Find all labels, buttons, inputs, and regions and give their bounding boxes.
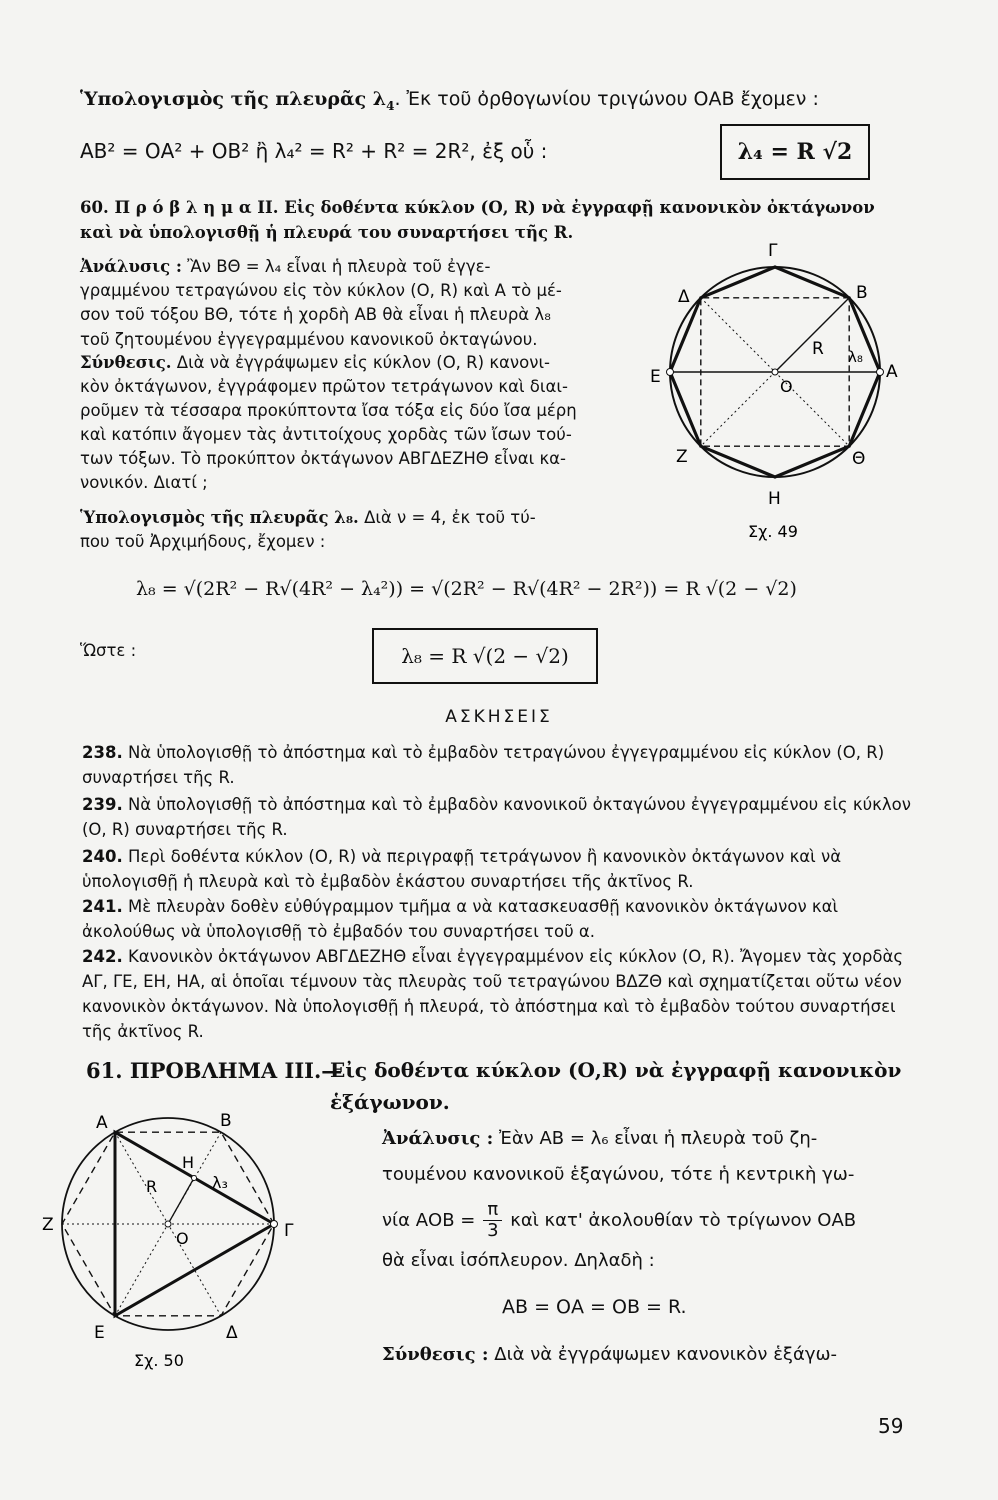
fig50-label-zeta: Ζ xyxy=(42,1215,54,1235)
fig49-label-gamma: Γ xyxy=(768,241,778,261)
p61-angle-suffix: καὶ κατ' ἀκολουθίαν τὸ τρίγωνον ΟΑΒ xyxy=(510,1209,857,1231)
fig50-point-gamma xyxy=(271,1221,278,1228)
exercise-num: 242. xyxy=(82,947,123,966)
fig50-label-r: R xyxy=(146,1177,158,1196)
p61-analysis-line-1 xyxy=(382,1128,817,1149)
formula-l8: λ₈ = √(2R² − R√(4R² − λ₄²)) = √(2R² − R√(4R² − 2R²)) = R √(2 − √2) xyxy=(136,578,797,600)
p61-equation: ΑΒ = ΟΑ = ΟΒ = R. xyxy=(502,1296,687,1318)
calc-l4-rest: . Ἐκ τοῦ ὀρθογωνίου τριγώνου ΟΑΒ ἔχομεν : xyxy=(394,88,819,110)
exercise-240 xyxy=(82,844,918,894)
fig50-label-gamma: Γ xyxy=(284,1221,294,1241)
exercise-text: Κανονικὸν ὀκτάγωνον ΑΒΓΔΕΖΗΘ εἶναι ἐγγεγραμμένον εἰς κύκλον (Ο, R). Ἄγομεν τὰς χορδὰς ΑΓ, ΓΕ, ΕΗ, ΗΑ, αἱ ὁποῖαι τέμνουν τὰς πλευρὰς τοῦ τετραγώνου ΒΔΖΘ καὶ σχηματίζεται οὕτω νέον κανονικὸν ὀκτάγωνον. Νὰ ὑπολογισθῇ ἡ πλευρά, τὸ ἀπόστημα καὶ τὸ ἐμβαδὸν τούτου συναρτήσει τῆς ἀκτῖνος R. xyxy=(82,947,904,1041)
fig49-point-a xyxy=(877,369,884,376)
p61-analysis-line-2: τουμένου κανονικοῦ ἑξαγώνου, τότε ἡ κεντρικὴ γω- xyxy=(382,1164,855,1185)
fig49-label-alpha: Α xyxy=(886,362,898,382)
exercise-num: 240. xyxy=(82,847,123,866)
fig50-label-delta: Δ xyxy=(226,1323,238,1343)
fig50-label-l3: λ₃ xyxy=(212,1173,228,1192)
p61-synthesis-label: Σύνθεσις : xyxy=(382,1344,489,1365)
header-line xyxy=(80,88,920,117)
analysis-line-4: τοῦ ζητουμένου ἐγγεγραμμένου κανονικοῦ ὀκταγώνου. xyxy=(80,330,538,349)
exercise-num: 241. xyxy=(82,897,123,916)
fig50-point-o xyxy=(165,1221,171,1227)
fig49-label-l8: λ₈ xyxy=(848,348,863,366)
page-number: 59 xyxy=(878,1414,904,1438)
result-box-l4: λ₄ = R √2 xyxy=(720,124,870,180)
fig50-label-epsilon: Ε xyxy=(94,1323,105,1343)
analysis-text-1: Ἂν ΒΘ = λ₄ εἶναι ἡ πλευρὰ τοῦ ἐγγε- xyxy=(187,257,491,276)
exercise-text: Μὲ πλευρὰν δοθὲν εὐθύγραμμον τμῆμα α νὰ κατασκευασθῇ κανονικὸν ὀκτάγωνον καὶ ἀκολούθως νὰ ὑπολογισθῇ τὸ ἐμβαδόν του συναρτήσει τοῦ α. xyxy=(82,897,839,941)
fig50-apothem xyxy=(168,1178,194,1224)
analysis-line-2: γραμμένου τετραγώνου εἰς τὸν κύκλον (Ο, R) καὶ Α τὸ μέ- xyxy=(80,281,562,300)
fig49-point-e xyxy=(667,369,674,376)
fig49-label-beta: Β xyxy=(856,283,868,303)
analysis-line-3: σον τοῦ τόξου ΒΘ, τότε ἡ χορδὴ ΑΒ θὰ εἶναι ἡ πλευρὰ λ₈ xyxy=(80,305,551,324)
fig50-label-beta: Β xyxy=(220,1111,232,1131)
analysis-label: Ἀνάλυσις : xyxy=(80,257,182,276)
fig49-point-o xyxy=(772,369,778,375)
p61-analysis-text-1: Ἐὰν ΑΒ = λ₆ εἶναι ἡ πλευρὰ τοῦ ζη- xyxy=(499,1128,818,1149)
exercise-text: Περὶ δοθέντα κύκλον (Ο, R) νὰ περιγραφῇ τετράγωνον ἢ κανονικὸν ὀκτάγωνον καὶ νὰ ὑπολογισθῇ ἡ πλευρὰ καὶ τὸ ἐμβαδὸν ἑκάστου συναρτήσει τῆς ἀκτῖνος R. xyxy=(82,847,842,891)
calc-l4-sub: 4 xyxy=(386,98,395,113)
problem-61-heading: 61. ΠΡΟΒΛΗΜΑ ΙΙΙ.— xyxy=(86,1058,343,1083)
fig49-label-epsilon: Ε xyxy=(650,367,661,387)
fig49-label-theta: Θ xyxy=(852,449,866,469)
synthesis-label: Σύνθεσις. xyxy=(80,353,172,372)
exercise-text: Νὰ ὑπολογισθῇ τὸ ἀπόστημα καὶ τὸ ἐμβαδὸν τετραγώνου ἐγγεγραμμένου εἰς κύκλον (Ο, R) συναρτήσει τῆς R. xyxy=(82,743,885,787)
exercise-241 xyxy=(82,894,918,944)
exercise-242 xyxy=(82,944,918,1044)
exercises-title: ΑΣΚΗΣΕΙΣ xyxy=(445,707,553,727)
formula-ab2: ΑΒ² = ΟΑ² + ΟΒ² ἢ λ₄² = R² + R² = 2R², ἐξ οὗ : xyxy=(80,139,548,163)
fig50-caption: Σχ. 50 xyxy=(134,1351,184,1370)
p61-analysis-label: Ἀνάλυσις : xyxy=(382,1128,494,1149)
p61-synthesis-text: Διὰ νὰ ἐγγράψωμεν κανονικὸν ἑξάγω- xyxy=(494,1344,838,1365)
fig50-label-o: Ο xyxy=(176,1229,189,1248)
p61-angle-line xyxy=(382,1195,856,1245)
synthesis-line-6: νονικόν. Διατί ; xyxy=(80,473,208,492)
problem-60-heading-2: καὶ νὰ ὑπολογισθῇ ἡ πλευρά του συναρτήσει τῆς R. xyxy=(80,223,574,242)
synthesis-text-1: Διὰ νὰ ἐγγράψωμεν εἰς κύκλον (Ο, R) κανονι- xyxy=(176,353,550,372)
problem-60-heading: 60. Π ρ ό β λ η μ α ΙΙ. Εἰς δοθέντα κύκλον (Ο, R) νὰ ἐγγραφῇ κανονικὸν ὀκτάγωνον xyxy=(80,198,875,217)
synthesis-line-3: ροῦμεν τὰ τέσσαρα προκύπτοντα ἴσα τόξα εἰς δύο ἴσα μέρη xyxy=(80,401,577,420)
p61-angle-prefix: νία ΑΟΒ = xyxy=(382,1209,476,1231)
exercise-num: 239. xyxy=(82,795,123,814)
figure-49 xyxy=(640,232,920,552)
hoste-label: Ὥστε : xyxy=(80,641,137,660)
fig49-label-o: Ο xyxy=(780,377,793,396)
p61-equilateral: θὰ εἶναι ἰσόπλευρον. Δηλαδὴ : xyxy=(382,1250,655,1271)
calc-l8-text-1: Διὰ ν = 4, ἐκ τοῦ τύ- xyxy=(364,508,536,527)
fig49-label-r: R xyxy=(812,339,824,359)
fig50-point-h xyxy=(192,1176,197,1181)
exercise-text: Νὰ ὑπολογισθῇ τὸ ἀπόστημα καὶ τὸ ἐμβαδὸν κανονικοῦ ὀκταγώνου ἐγγεγραμμένου εἰς κύκλον (Ο, R) συναρτήσει τῆς R. xyxy=(82,795,911,839)
fig49-caption: Σχ. 49 xyxy=(748,522,798,541)
fig49-radius xyxy=(775,298,849,372)
exercise-239 xyxy=(82,792,918,842)
synthesis-line-2: κὸν ὀκτάγωνον, ἐγγράφομεν πρῶτον τετράγωνον καὶ διαι- xyxy=(80,377,568,396)
p61-frac-num: π xyxy=(483,1200,502,1221)
fig49-label-eta: Η xyxy=(768,489,781,509)
fig49-label-delta: Δ xyxy=(678,287,690,307)
problem-61-heading-b: Εἰς δοθέντα κύκλον (Ο,R) νὰ ἐγγραφῇ κανονικὸν xyxy=(330,1058,902,1082)
fig49-label-zeta: Ζ xyxy=(676,447,688,467)
synthesis-line-5: των τόξων. Τὸ προκύπτον ὀκτάγωνον ΑΒΓΔΕΖΗΘ εἶναι κα- xyxy=(80,449,567,468)
calc-l4-title: Ὑπολογισμὸς τῆς πλευρᾶς λ xyxy=(80,88,387,110)
problem-61-heading-c: ἑξάγωνον. xyxy=(330,1090,450,1114)
fig50-label-alpha: Α xyxy=(96,1113,108,1133)
synthesis-line-4: καὶ κατόπιν ἄγομεν τὰς ἀντιτοίχους χορδὰς τῶν ἴσων τού- xyxy=(80,425,572,444)
fig50-label-eta: Η xyxy=(182,1153,195,1172)
exercise-238 xyxy=(82,740,918,790)
calc-l8-label: Ὑπολογισμὸς τῆς πλευρᾶς λ₈. xyxy=(80,508,359,527)
p61-fraction xyxy=(483,1200,502,1241)
result-box-l8: λ₈ = R √(2 − √2) xyxy=(372,628,598,684)
calc-l8-line-2: που τοῦ Ἀρχιμήδους, ἔχομεν : xyxy=(80,532,326,551)
p61-frac-den: 3 xyxy=(487,1219,499,1241)
p61-synthesis xyxy=(382,1344,837,1365)
exercise-num: 238. xyxy=(82,743,123,762)
figure-50 xyxy=(36,1104,316,1374)
